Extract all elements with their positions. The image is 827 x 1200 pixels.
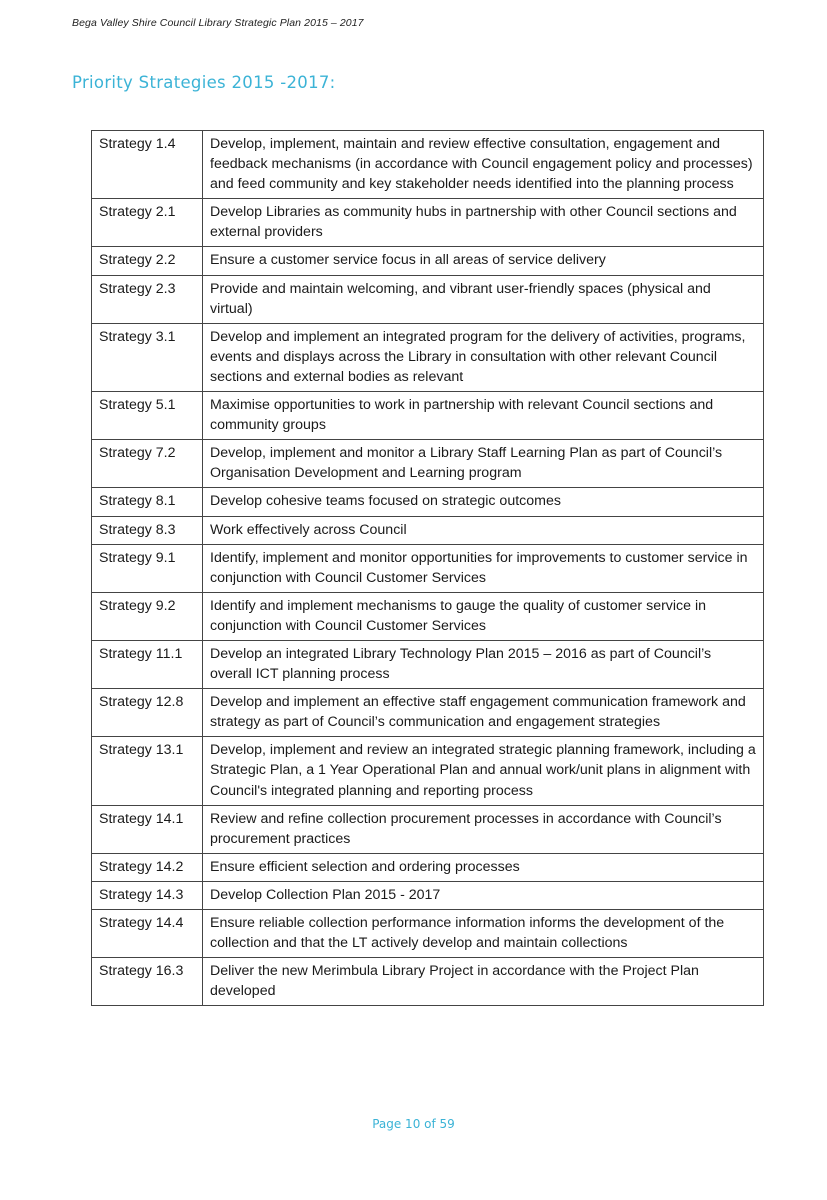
strategy-code: Strategy 9.2 — [92, 592, 203, 640]
table-row — [92, 689, 764, 737]
strategy-description: Ensure efficient selection and ordering processes — [203, 853, 764, 881]
table-row — [92, 737, 764, 805]
table-row — [92, 199, 764, 247]
strategy-description: Provide and maintain welcoming, and vibrant user-friendly spaces (physical and virtual) — [203, 275, 764, 323]
table-row — [92, 131, 764, 199]
strategy-code: Strategy 11.1 — [92, 640, 203, 688]
section-title: Priority Strategies 2015 -2017: — [72, 73, 336, 92]
strategy-code: Strategy 2.2 — [92, 247, 203, 275]
strategy-description: Develop and implement an integrated program for the delivery of activities, programs, events and displays across the Library in consultation with other relevant Council sections and external bodies as relevant — [203, 323, 764, 391]
strategies-table-body — [92, 131, 764, 1006]
table-row — [92, 640, 764, 688]
strategy-code: Strategy 9.1 — [92, 544, 203, 592]
strategy-description: Work effectively across Council — [203, 516, 764, 544]
strategy-description: Develop Libraries as community hubs in partnership with other Council sections and external providers — [203, 199, 764, 247]
strategy-code: Strategy 5.1 — [92, 392, 203, 440]
strategy-code: Strategy 2.3 — [92, 275, 203, 323]
strategy-description: Maximise opportunities to work in partnership with relevant Council sections and community groups — [203, 392, 764, 440]
strategy-description: Develop Collection Plan 2015 - 2017 — [203, 881, 764, 909]
table-row — [92, 544, 764, 592]
strategy-description: Ensure a customer service focus in all areas of service delivery — [203, 247, 764, 275]
table-row — [92, 488, 764, 516]
strategy-description: Develop cohesive teams focused on strategic outcomes — [203, 488, 764, 516]
strategy-code: Strategy 16.3 — [92, 958, 203, 1006]
strategy-code: Strategy 14.4 — [92, 910, 203, 958]
strategy-code: Strategy 14.2 — [92, 853, 203, 881]
strategy-code: Strategy 7.2 — [92, 440, 203, 488]
strategy-description: Develop an integrated Library Technology Plan 2015 – 2016 as part of Council’s overall ICT planning process — [203, 640, 764, 688]
table-row — [92, 323, 764, 391]
strategy-description: Develop, implement and monitor a Library Staff Learning Plan as part of Council’s Organisation Development and Learning program — [203, 440, 764, 488]
strategy-description: Review and refine collection procurement processes in accordance with Council’s procurement practices — [203, 805, 764, 853]
table-row — [92, 958, 764, 1006]
table-row — [92, 910, 764, 958]
strategy-description: Develop, implement, maintain and review effective consultation, engagement and feedback mechanisms (in accordance with Council engagement policy and processes) and feed community and key stakeholder needs identified into the planning process — [203, 131, 764, 199]
running-header: Bega Valley Shire Council Library Strategic Plan 2015 – 2017 — [72, 17, 364, 29]
table-row — [92, 440, 764, 488]
strategy-description: Identify and implement mechanisms to gauge the quality of customer service in conjunction with Council Customer Services — [203, 592, 764, 640]
table-row — [92, 247, 764, 275]
table-row — [92, 592, 764, 640]
strategy-description: Identify, implement and monitor opportunities for improvements to customer service in conjunction with Council Customer Services — [203, 544, 764, 592]
strategies-table — [91, 130, 764, 1006]
strategy-description: Ensure reliable collection performance information informs the development of the collection and that the LT actively develop and maintain collections — [203, 910, 764, 958]
table-row — [92, 805, 764, 853]
table-row — [92, 516, 764, 544]
strategy-code: Strategy 3.1 — [92, 323, 203, 391]
table-row — [92, 881, 764, 909]
strategy-code: Strategy 2.1 — [92, 199, 203, 247]
table-row — [92, 853, 764, 881]
strategy-description: Develop, implement and review an integrated strategic planning framework, including a Strategic Plan, a 1 Year Operational Plan and annual work/unit plans in alignment with Council's integrated planning and reporting process — [203, 737, 764, 805]
strategy-code: Strategy 8.3 — [92, 516, 203, 544]
strategy-code: Strategy 14.1 — [92, 805, 203, 853]
strategy-code: Strategy 14.3 — [92, 881, 203, 909]
strategy-code: Strategy 12.8 — [92, 689, 203, 737]
page-number: Page 10 of 59 — [372, 1117, 455, 1131]
strategy-description: Deliver the new Merimbula Library Project in accordance with the Project Plan developed — [203, 958, 764, 1006]
strategy-code: Strategy 1.4 — [92, 131, 203, 199]
strategy-code: Strategy 13.1 — [92, 737, 203, 805]
strategy-description: Develop and implement an effective staff engagement communication framework and strategy as part of Council’s communication and engagement strategies — [203, 689, 764, 737]
table-row — [92, 275, 764, 323]
table-row — [92, 392, 764, 440]
strategy-code: Strategy 8.1 — [92, 488, 203, 516]
